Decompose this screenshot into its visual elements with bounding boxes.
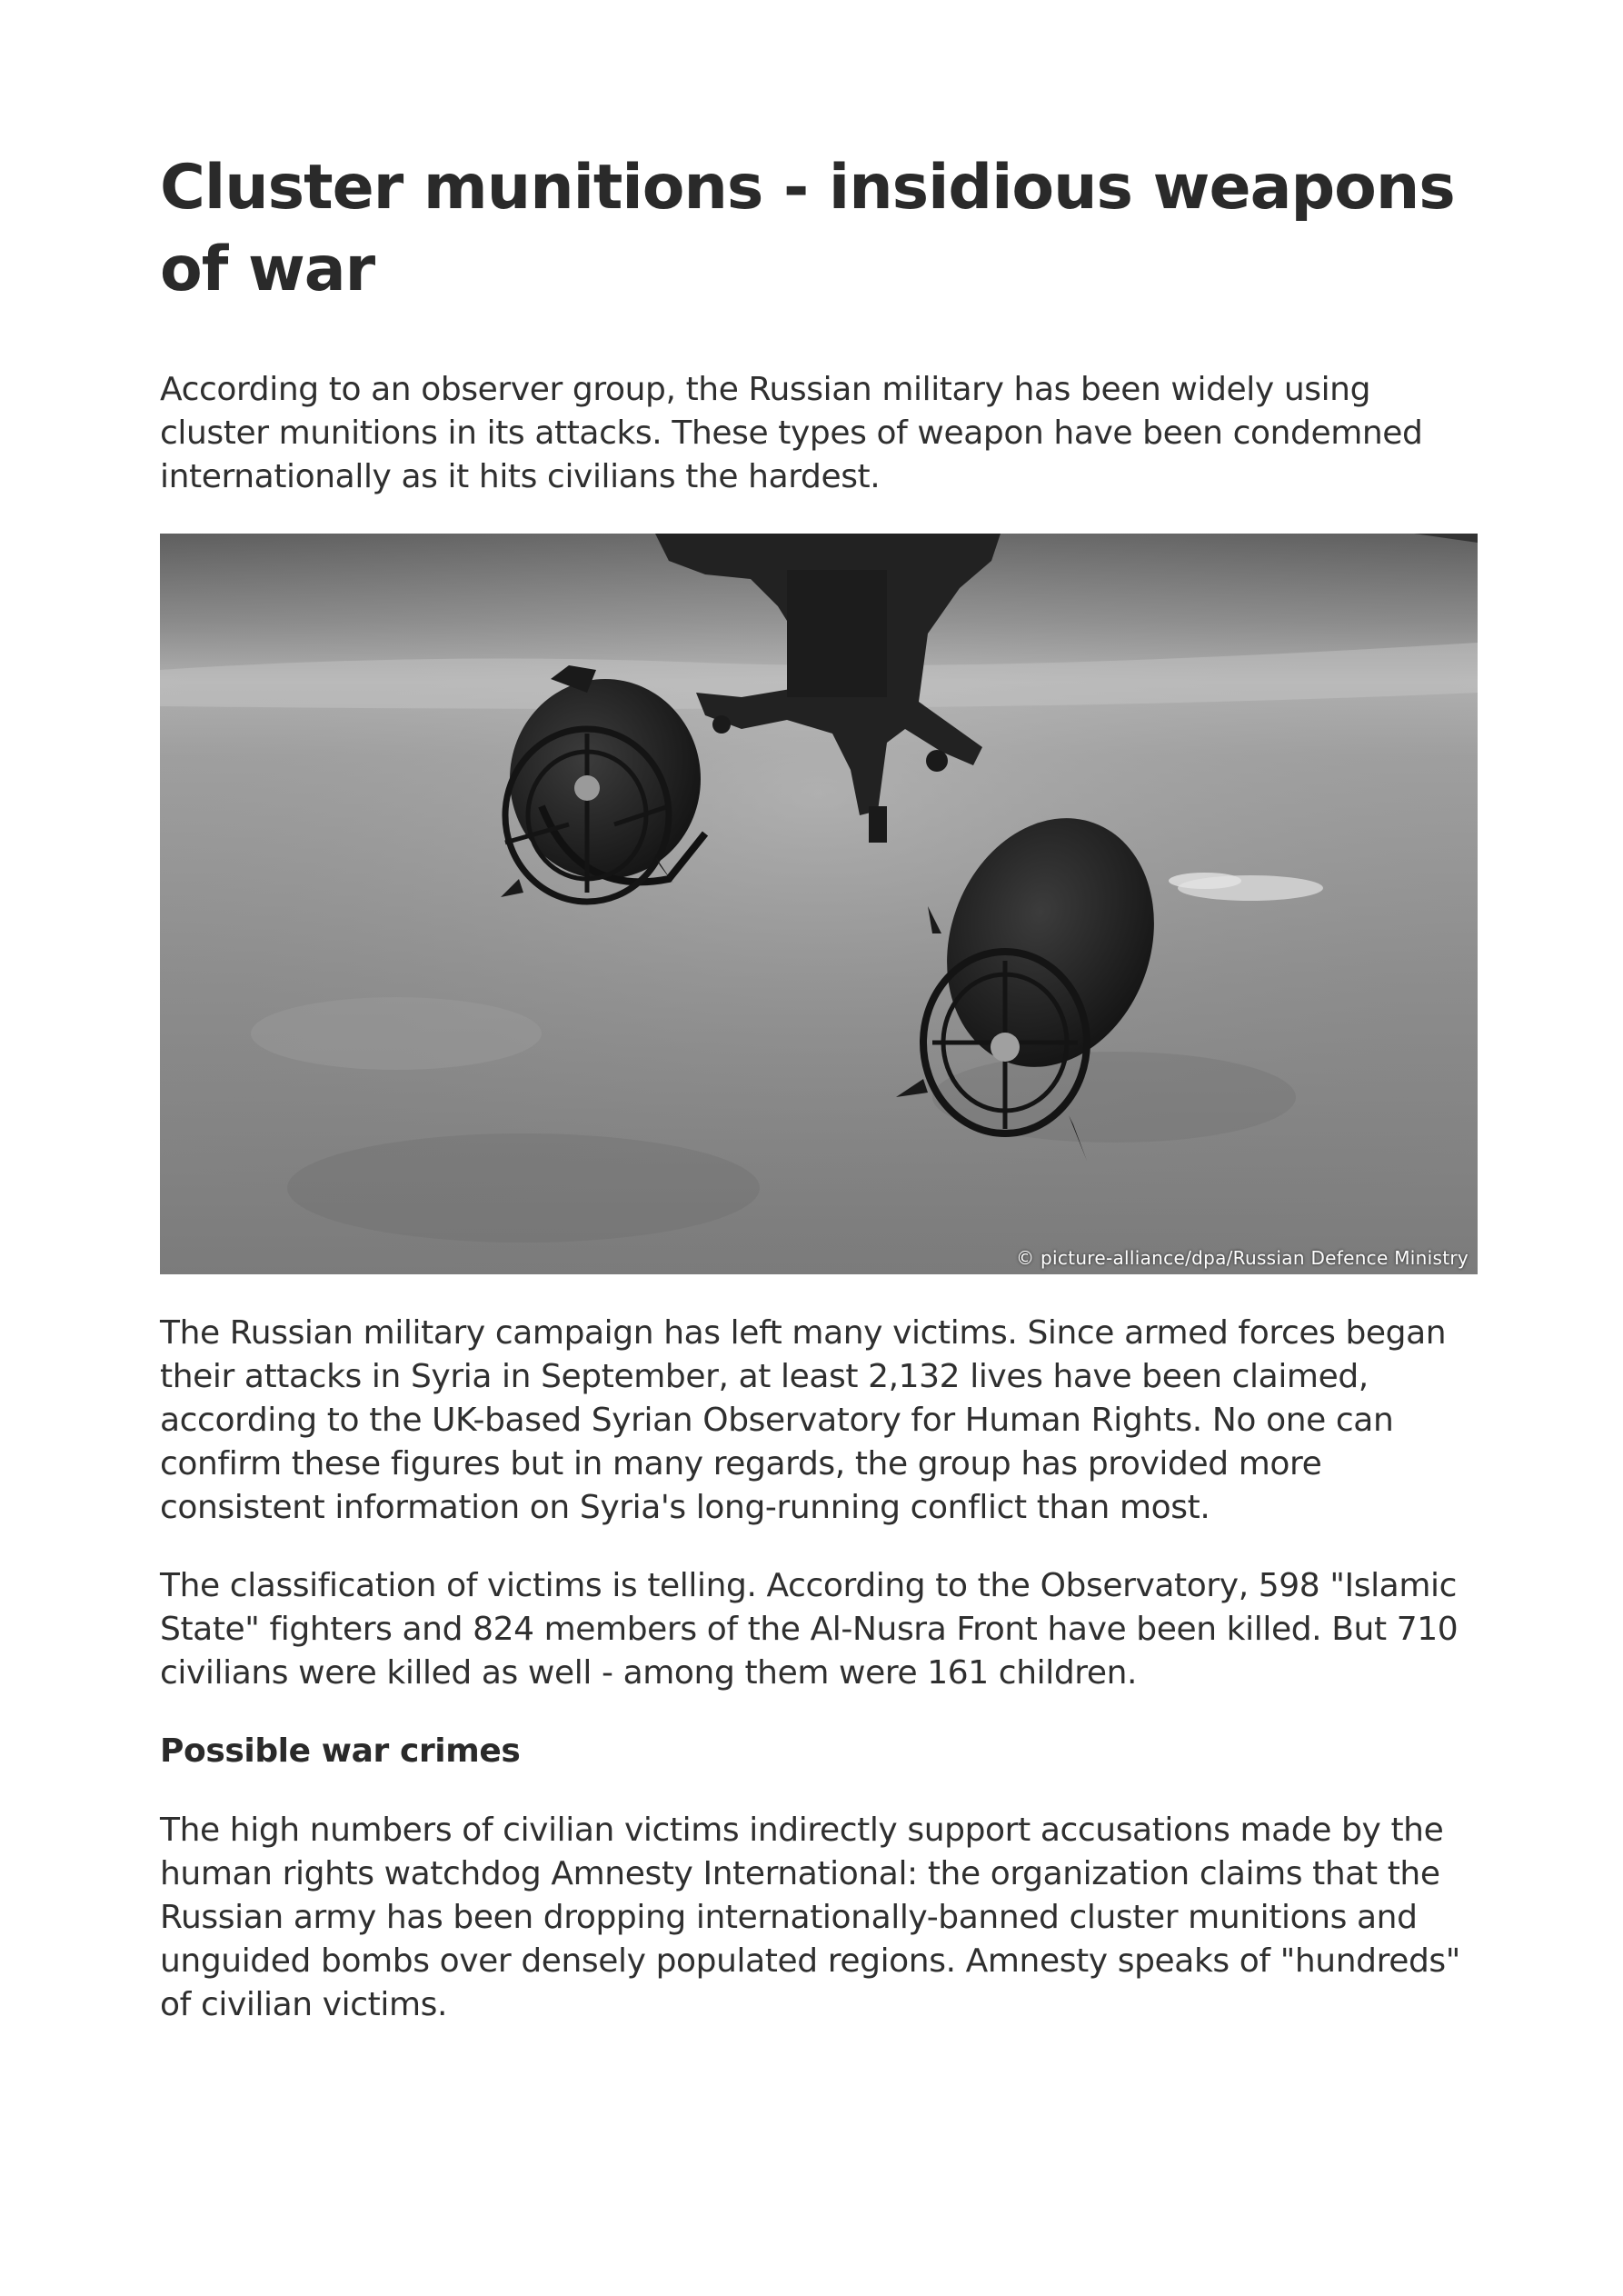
section-subheading: Possible war crimes [160, 1732, 521, 1770]
bombs-photo-illustration [160, 534, 1478, 1274]
article-paragraph-1: The Russian military campaign has left many victims. Since armed forces began their attacks in Syria in September, at least 2,132 lives have been claimed, according to the UK-based Syrian Observatory for Human Rights. No one can confirm these figures but in many regards, the group has provided more consistent information on Syria's long-running conflict than most. [160, 1314, 1447, 1526]
article-lead: According to an observer group, the Russian military has been widely using cluster munitions in its attacks. These types of weapon have been condemned internationally as it hits civilians the hardest. [160, 371, 1423, 495]
photo-credit: © picture-alliance/dpa/Russian Defence Ministry [1016, 1247, 1469, 1269]
article-paragraph-3: The high numbers of civilian victims indirectly support accusations made by the human rights watchdog Amnesty International: the organization claims that the Russian army has been dropping internationally-banned cluster munitions and unguided bombs over densely populated regions. Amnesty speaks of "hundreds" of civilian victims. [160, 1812, 1460, 2023]
article-paragraph-2: The classification of victims is telling. According to the Observatory, 598 "Islamic State" fighters and 824 members of the Al-Nusra Front have been killed. But 710 civilians were killed as well - among them were 161 children. [160, 1567, 1459, 1692]
article-photo [160, 534, 1478, 1274]
article-title: Cluster munitions - insidious weapons of war [160, 152, 1455, 305]
